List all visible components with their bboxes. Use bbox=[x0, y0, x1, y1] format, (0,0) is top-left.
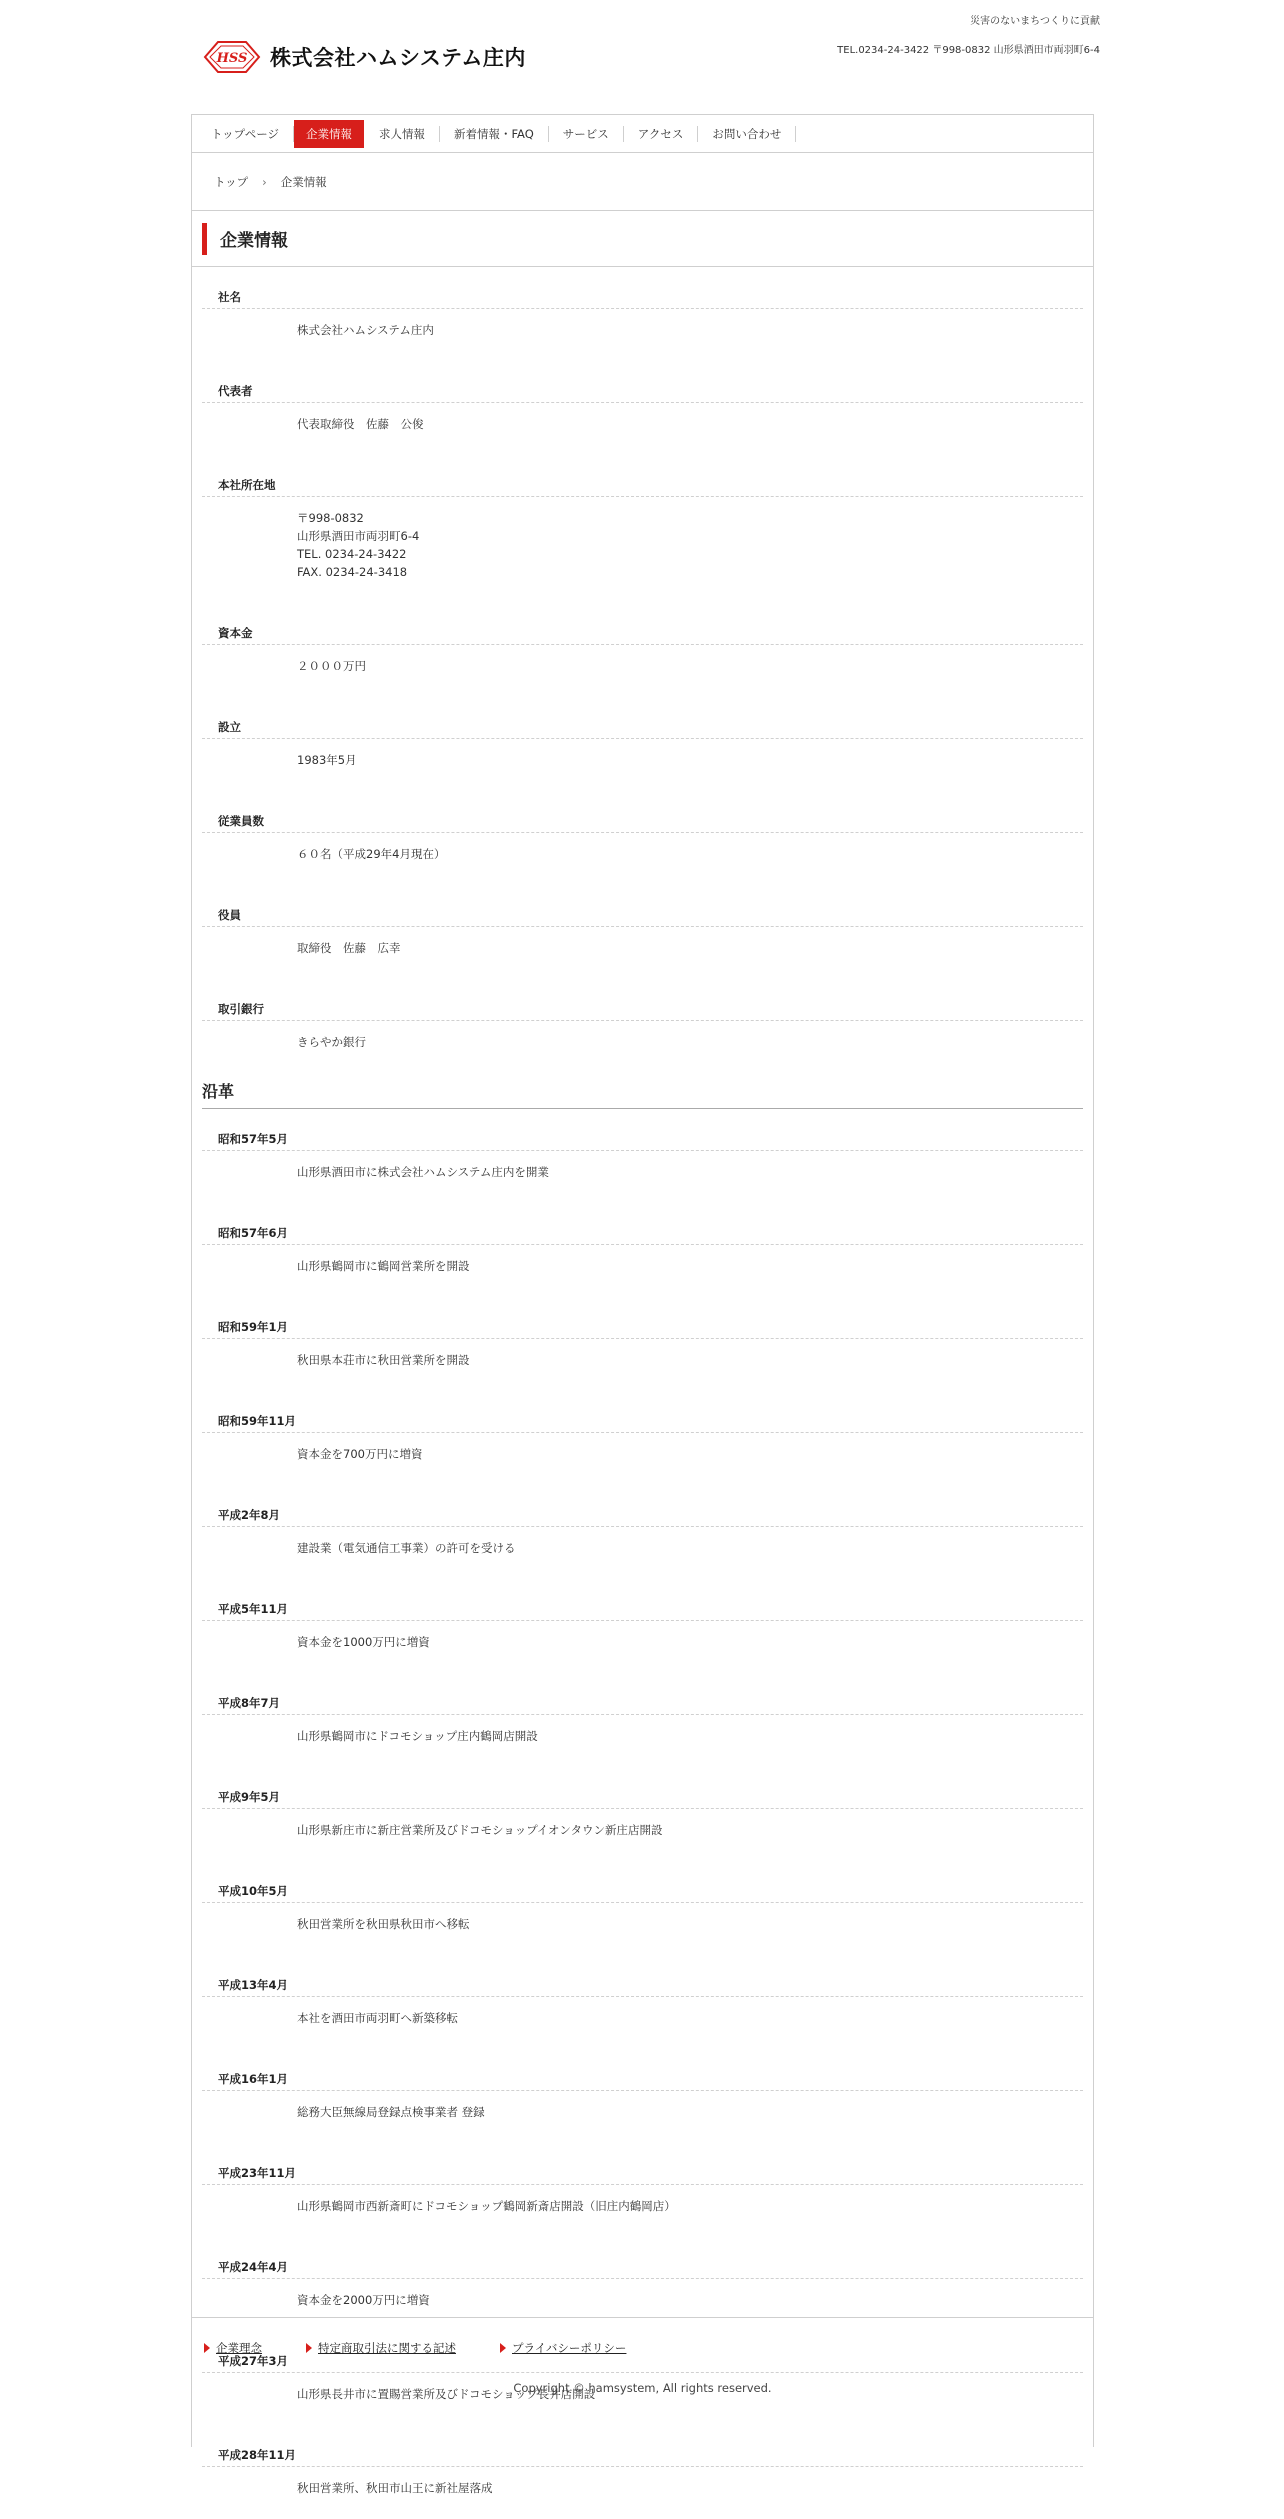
info-term: 資本金 bbox=[202, 603, 1083, 645]
info-term: 本社所在地 bbox=[202, 455, 1083, 497]
footer-links bbox=[192, 2318, 1093, 2356]
info-term: 平成13年4月 bbox=[202, 1955, 1083, 1997]
arrow-right-icon bbox=[500, 2343, 506, 2353]
info-value-line: 山形県新庄市に新庄営業所及びドコモショップイオンタウン新庄店開設 bbox=[297, 1823, 663, 1837]
info-value-line: 山形県酒田市両羽町6-4 bbox=[297, 529, 420, 543]
breadcrumb-home[interactable]: トップ bbox=[214, 174, 249, 189]
info-term: 昭和57年6月 bbox=[202, 1203, 1083, 1245]
footer-link-privacy[interactable] bbox=[500, 2340, 626, 2356]
info-value-line: 秋田営業所を秋田県秋田市へ移転 bbox=[297, 1917, 470, 1931]
info-value bbox=[202, 1621, 1083, 1673]
info-value-line: きらやか銀行 bbox=[297, 1035, 366, 1049]
footer-link-philosophy[interactable] bbox=[204, 2340, 262, 2356]
info-value bbox=[202, 833, 1083, 885]
info-row bbox=[202, 885, 1083, 979]
breadcrumb-current: 企業情報 bbox=[280, 174, 327, 189]
info-row bbox=[202, 1297, 1083, 1391]
history-title: 沿革 bbox=[202, 1079, 1083, 1109]
info-row bbox=[202, 2049, 1083, 2143]
arrow-right-icon bbox=[306, 2343, 312, 2353]
info-value bbox=[202, 2467, 1083, 2519]
info-value bbox=[202, 1245, 1083, 1297]
info-value bbox=[202, 309, 1083, 361]
page-title: 企業情報 bbox=[220, 231, 288, 251]
company-logo-icon bbox=[203, 39, 261, 75]
nav-item-company[interactable]: 企業情報 bbox=[294, 120, 364, 148]
info-term: 平成10年5月 bbox=[202, 1861, 1083, 1903]
info-term: 平成2年8月 bbox=[202, 1485, 1083, 1527]
footer-link-label: 企業理念 bbox=[216, 2341, 262, 2355]
header-tagline: 災害のないまちつくりに貢献 bbox=[970, 16, 1100, 27]
info-term: 昭和59年11月 bbox=[202, 1391, 1083, 1433]
footer-link-label: プライバシーポリシー bbox=[512, 2341, 627, 2355]
info-value bbox=[202, 497, 1083, 603]
title-accent-bar bbox=[202, 223, 207, 255]
info-row bbox=[202, 1861, 1083, 1955]
info-term: 昭和57年5月 bbox=[202, 1109, 1083, 1151]
info-value bbox=[202, 1433, 1083, 1485]
info-row bbox=[202, 603, 1083, 697]
info-term: 平成23年11月 bbox=[202, 2143, 1083, 2185]
info-row bbox=[202, 267, 1083, 361]
info-row bbox=[202, 979, 1083, 1073]
info-term: 平成9年5月 bbox=[202, 1767, 1083, 1809]
info-term: 昭和59年1月 bbox=[202, 1297, 1083, 1339]
info-value-line: 山形県鶴岡市西新斎町にドコモショップ鶴岡新斎店開設（旧庄内鶴岡店） bbox=[297, 2199, 676, 2213]
site-footer bbox=[191, 2317, 1094, 2447]
info-row bbox=[202, 1955, 1083, 2049]
info-row bbox=[202, 1579, 1083, 1673]
info-value bbox=[202, 645, 1083, 697]
info-value-line: 取締役 佐藤 広幸 bbox=[297, 941, 401, 955]
info-row bbox=[202, 1109, 1083, 1203]
info-row bbox=[202, 1391, 1083, 1485]
info-value-line: 株式会社ハムシステム庄内 bbox=[297, 323, 434, 337]
info-row bbox=[202, 791, 1083, 885]
info-term: 平成16年1月 bbox=[202, 2049, 1083, 2091]
info-value bbox=[202, 1527, 1083, 1579]
info-term: 役員 bbox=[202, 885, 1083, 927]
info-value-line: 山形県鶴岡市にドコモショップ庄内鶴岡店開設 bbox=[297, 1729, 538, 1743]
main-container bbox=[191, 114, 1094, 2495]
history-list bbox=[202, 1109, 1083, 2519]
info-value bbox=[202, 739, 1083, 791]
logo-mark-text: HSS bbox=[216, 51, 248, 66]
global-nav bbox=[192, 115, 1093, 153]
page-title-block bbox=[192, 211, 1093, 267]
info-value-line: 山形県鶴岡市に鶴岡営業所を開設 bbox=[297, 1259, 470, 1273]
info-value bbox=[202, 1715, 1083, 1767]
content-area bbox=[192, 267, 1093, 2519]
arrow-right-icon bbox=[204, 2343, 210, 2353]
nav-item-top[interactable]: トップページ bbox=[197, 126, 294, 142]
info-value-line: TEL. 0234-24-3422 bbox=[297, 547, 407, 561]
info-row bbox=[202, 1203, 1083, 1297]
header-contact: TEL.0234-24-3422 〒998-0832 山形県酒田市両羽町6-4 bbox=[837, 45, 1100, 56]
info-term: 取引銀行 bbox=[202, 979, 1083, 1021]
info-value bbox=[202, 1151, 1083, 1203]
info-value-line: 1983年5月 bbox=[297, 753, 357, 767]
info-value-line: 総務大臣無線局登録点検事業者 登録 bbox=[297, 2105, 485, 2119]
nav-item-contact[interactable]: お問い合わせ bbox=[698, 126, 796, 142]
info-value-line: 資本金を700万円に増資 bbox=[297, 1447, 423, 1461]
footer-link-label: 特定商取引法に関する記述 bbox=[318, 2341, 456, 2355]
info-row bbox=[202, 361, 1083, 455]
info-row bbox=[202, 2143, 1083, 2237]
info-value bbox=[202, 1997, 1083, 2049]
info-value bbox=[202, 1809, 1083, 1861]
nav-item-service[interactable]: サービス bbox=[549, 126, 624, 142]
info-row bbox=[202, 1767, 1083, 1861]
info-value bbox=[202, 2091, 1083, 2143]
info-value-line: 〒998-0832 bbox=[297, 511, 364, 525]
info-value-line: ２０００万円 bbox=[297, 659, 366, 673]
info-value-line: 資本金を1000万円に増資 bbox=[297, 1635, 430, 1649]
info-term: 平成28年11月 bbox=[202, 2425, 1083, 2467]
info-value bbox=[202, 1339, 1083, 1391]
copyright: Copyright © hamsystem, All rights reserved. bbox=[513, 2381, 772, 2395]
info-value-line: 資本金を2000万円に増資 bbox=[297, 2293, 430, 2307]
nav-item-access[interactable]: アクセス bbox=[624, 126, 699, 142]
info-value bbox=[202, 2185, 1083, 2237]
info-term: 平成24年4月 bbox=[202, 2237, 1083, 2279]
company-name: 株式会社ハムシステム庄内 bbox=[270, 46, 526, 70]
nav-item-recruit[interactable]: 求人情報 bbox=[365, 126, 440, 142]
info-term: 設立 bbox=[202, 697, 1083, 739]
info-value-line: 建設業（電気通信工事業）の許可を受ける bbox=[297, 1541, 516, 1555]
info-row bbox=[202, 1485, 1083, 1579]
info-value-line: FAX. 0234-24-3418 bbox=[297, 565, 408, 579]
info-value bbox=[202, 403, 1083, 455]
info-value-line: 本社を酒田市両羽町へ新築移転 bbox=[297, 2011, 458, 2025]
info-row bbox=[202, 455, 1083, 603]
info-value-line: 山形県長井市に置賜営業所及びドコモショップ長井店開設 bbox=[297, 2387, 596, 2401]
nav-item-news-faq[interactable]: 新着情報・FAQ bbox=[440, 126, 549, 142]
info-term: 平成8年7月 bbox=[202, 1673, 1083, 1715]
info-row bbox=[202, 697, 1083, 791]
info-term: 従業員数 bbox=[202, 791, 1083, 833]
footer-link-commercial-law[interactable] bbox=[306, 2340, 456, 2356]
info-value-line: ６０名（平成29年4月現在） bbox=[297, 847, 446, 861]
info-value bbox=[202, 1021, 1083, 1073]
breadcrumb bbox=[192, 153, 1093, 211]
info-value-line: 秋田営業所、秋田市山王に新社屋落成 bbox=[297, 2481, 493, 2495]
breadcrumb-separator: › bbox=[262, 174, 267, 189]
info-term: 社名 bbox=[202, 267, 1083, 309]
info-value bbox=[202, 1903, 1083, 1955]
info-row bbox=[202, 1673, 1083, 1767]
company-info-list bbox=[202, 267, 1083, 1073]
info-value bbox=[202, 927, 1083, 979]
info-value-line: 秋田県本荘市に秋田営業所を開設 bbox=[297, 1353, 470, 1367]
info-term: 代表者 bbox=[202, 361, 1083, 403]
site-logo[interactable] bbox=[203, 39, 526, 75]
info-term: 平成5年11月 bbox=[202, 1579, 1083, 1621]
info-term: 平成27年3月 bbox=[202, 2331, 1083, 2373]
site-header bbox=[0, 0, 1284, 112]
info-value-line: 代表取締役 佐藤 公俊 bbox=[297, 417, 424, 431]
info-value-line: 山形県酒田市に株式会社ハムシステム庄内を開業 bbox=[297, 1165, 549, 1179]
